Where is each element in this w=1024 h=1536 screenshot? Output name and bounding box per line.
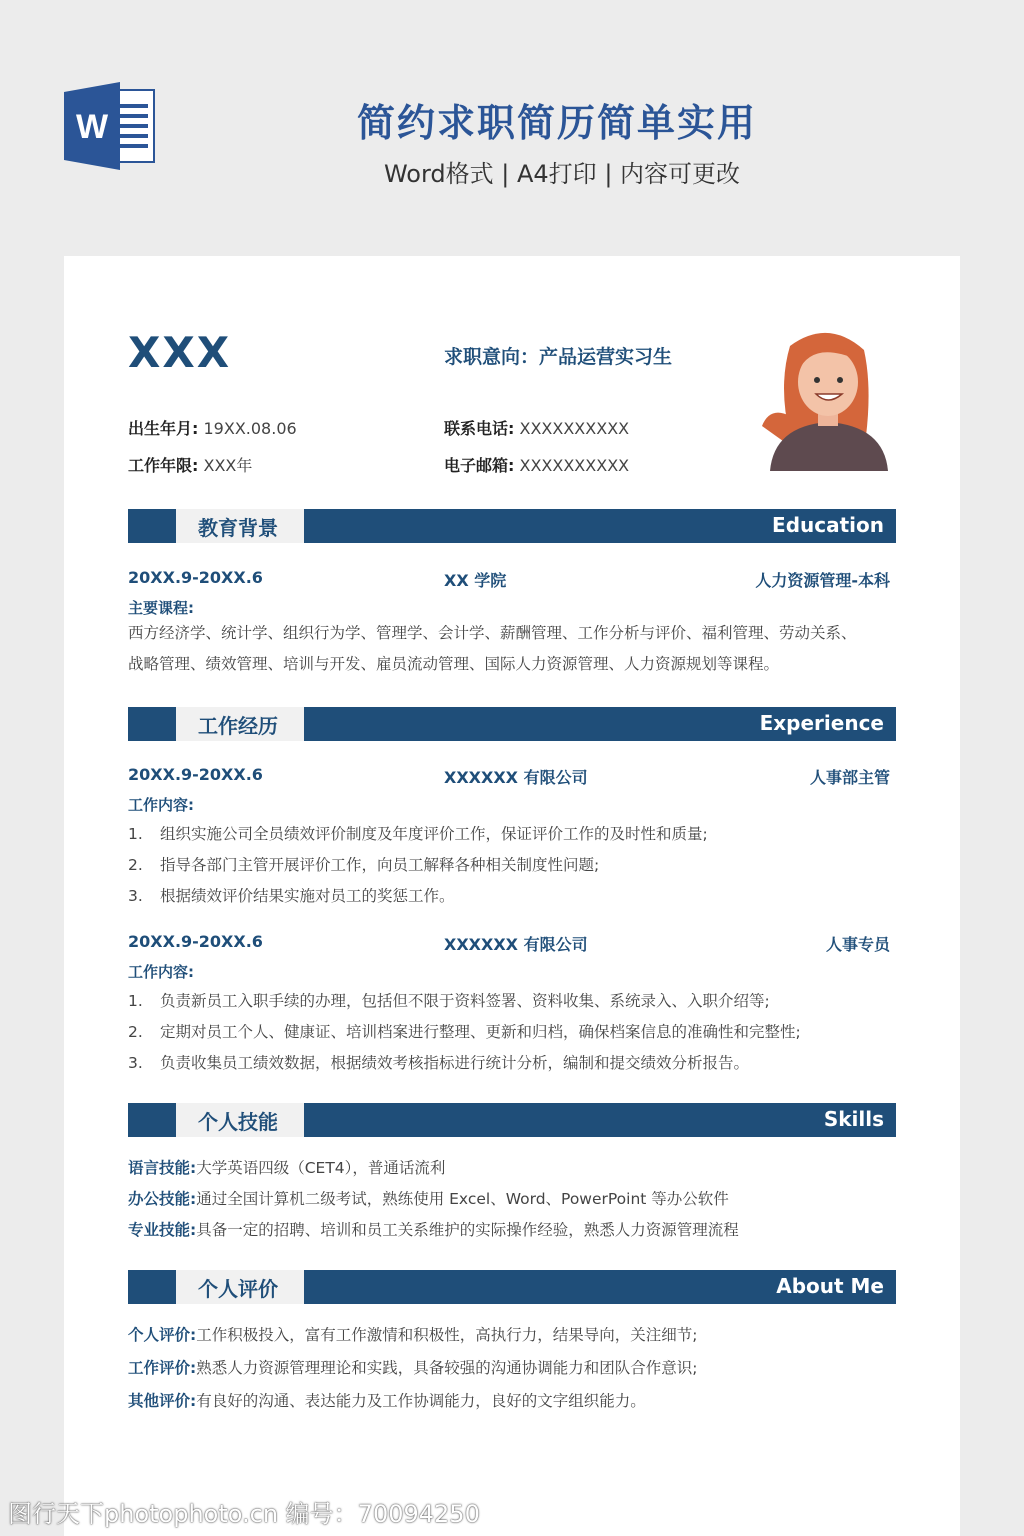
- birth-info: [128, 416, 297, 439]
- courses-line-2: 战略管理、绩效管理、培训与开发、雇员流动管理、国际人力资源管理、人力资源规划等课程。: [128, 655, 780, 673]
- section-about-header: [128, 1270, 896, 1306]
- section-education-header: [128, 509, 896, 545]
- skill-professional: 专业技能:具备一定的招聘、培训和员工关系维护的实际操作经验，熟悉人力资源管理流程: [128, 1221, 739, 1239]
- courses-label: 主要课程:: [128, 599, 194, 617]
- section-education-en: Education: [772, 513, 884, 537]
- education-major: 人力资源管理-本科: [755, 571, 890, 590]
- job-2-item-3: 3. 负责收集员工绩效数据，根据绩效考核指标进行统计分析，编制和提交绩效分析报告。: [128, 1054, 750, 1072]
- years-label: 工作年限:: [128, 456, 199, 475]
- job-1-item-1: 1. 组织实施公司全员绩效评价制度及年度评价工作，保证评价工作的及时性和质量;: [128, 825, 708, 843]
- email-value: XXXXXXXXXX: [519, 456, 630, 475]
- section-experience-en: Experience: [759, 711, 884, 735]
- watermark: 图行天下photophoto.cn 编号：70094250: [8, 1500, 480, 1528]
- job-1-company: XXXXXX 有限公司: [444, 768, 588, 787]
- banner-title: 简约求职简历简单实用: [356, 101, 757, 145]
- email-info: [444, 453, 629, 476]
- courses-text: [128, 618, 898, 680]
- job-1-date: 20XX.9-20XX.6: [128, 765, 263, 784]
- job-2-company: XXXXXX 有限公司: [444, 935, 588, 954]
- job-1-role: 人事部主管: [809, 768, 890, 787]
- job-2-label: 工作内容:: [128, 963, 194, 981]
- job-2-item-2: 2. 定期对员工个人、健康证、培训档案进行整理、更新和归档，确保档案信息的准确性和完整性;: [128, 1023, 801, 1041]
- avatar: [760, 326, 896, 471]
- phone-label: 联系电话:: [444, 419, 515, 438]
- section-skills-title: 个人技能: [198, 1110, 278, 1134]
- job-1-item-3: 3. 根据绩效评价结果实施对员工的奖惩工作。: [128, 887, 455, 905]
- education-date: 20XX.9-20XX.6: [128, 568, 263, 587]
- education-school: XX 学院: [444, 571, 507, 590]
- section-about-title: 个人评价: [198, 1277, 278, 1301]
- phone-info: [444, 416, 629, 439]
- job-2-date: 20XX.9-20XX.6: [128, 932, 263, 951]
- section-experience-header: [128, 707, 896, 743]
- job-2-role: 人事专员: [825, 935, 890, 954]
- job-intent: 求职意向：产品运营实习生: [444, 346, 673, 368]
- courses-line-1: 西方经济学、统计学、组织行为学、管理学、会计学、薪酬管理、工作分析与评价、福利管理、劳动关系、: [128, 624, 857, 642]
- phone-value: XXXXXXXXXX: [519, 419, 630, 438]
- years-info: [128, 453, 252, 476]
- birth-value: 19XX.08.06: [203, 419, 297, 438]
- candidate-name: XXX: [128, 328, 232, 377]
- job-1-item-2: 2. 指导各部门主管开展评价工作，向员工解释各种相关制度性问题;: [128, 856, 600, 874]
- job-1-label: 工作内容:: [128, 796, 194, 814]
- section-skills-header: [128, 1103, 896, 1139]
- skill-language: 语言技能:大学英语四级（CET4），普通话流利: [128, 1159, 446, 1177]
- job-2-item-1: 1. 负责新员工入职手续的办理，包括但不限于资料签署、资料收集、系统录入、入职介绍等;: [128, 992, 770, 1010]
- section-education-title: 教育背景: [198, 516, 278, 540]
- years-value: XXX年: [203, 456, 253, 475]
- skill-office: 办公技能:通过全国计算机二级考试，熟练使用 Excel、Word、PowerPoint 等办公软件: [128, 1190, 729, 1208]
- birth-label: 出生年月:: [128, 419, 199, 438]
- resume-page: [64, 256, 960, 1536]
- about-personal: 个人评价:工作积极投入，富有工作激情和积极性，高执行力，结果导向，关注细节;: [128, 1326, 698, 1344]
- about-other: 其他评价:有良好的沟通、表达能力及工作协调能力，良好的文字组织能力。: [128, 1392, 646, 1410]
- email-label: 电子邮箱:: [444, 456, 515, 475]
- banner: [0, 0, 1024, 256]
- word-logo-letter: W: [75, 108, 109, 146]
- section-about-en: About Me: [776, 1274, 884, 1298]
- section-experience-title: 工作经历: [198, 714, 278, 738]
- banner-subtitle: Word格式 | A4打印 | 内容可更改: [383, 160, 741, 188]
- about-work: 工作评价:熟悉人力资源管理理论和实践，具备较强的沟通协调能力和团队合作意识;: [128, 1359, 698, 1377]
- section-skills-en: Skills: [823, 1107, 884, 1131]
